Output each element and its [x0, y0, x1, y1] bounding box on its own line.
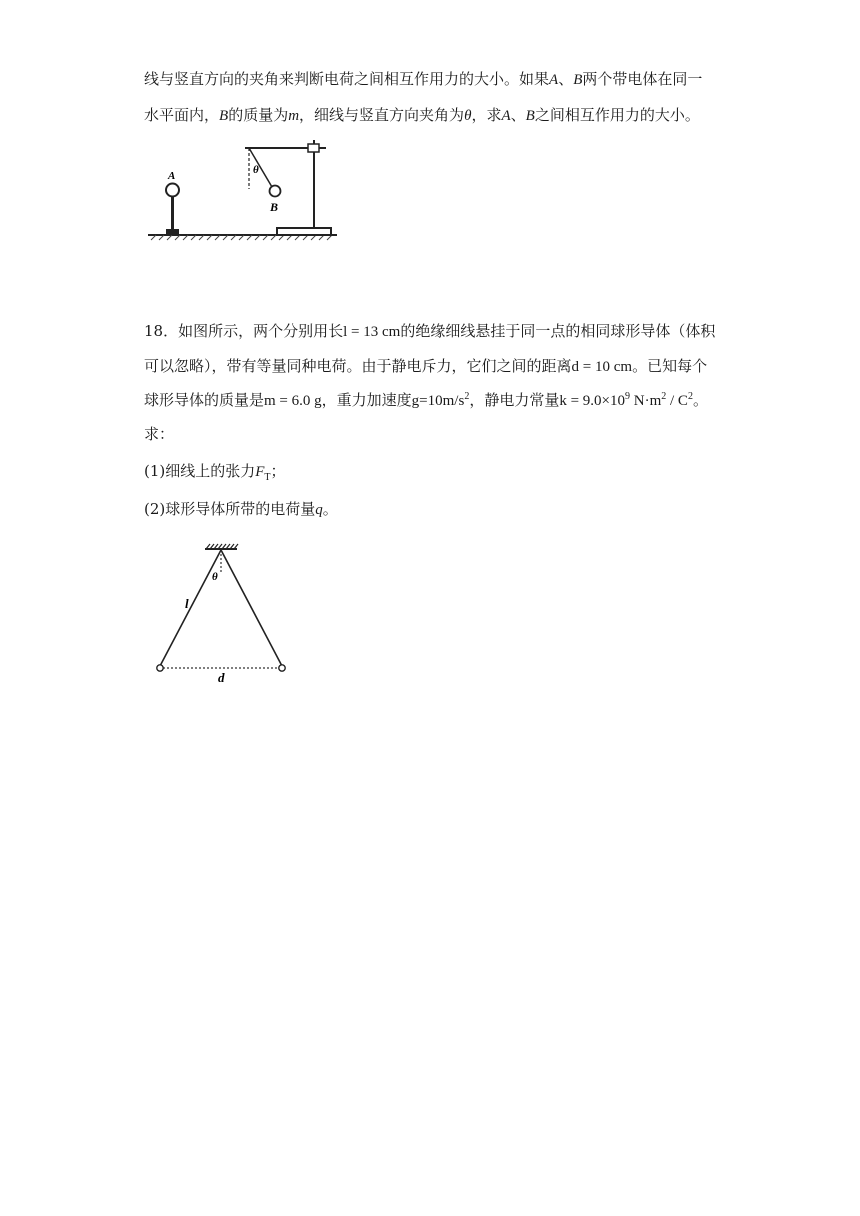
label-theta: θ: [212, 571, 218, 583]
q18-line-1: 18．如图所示，两个分别用长l = 13 cm的绝缘细线悬挂于同一点的相同球形导体（体积: [144, 322, 716, 340]
q18-sub-2: (2)球形导体所带的电荷量q。: [144, 500, 338, 518]
label-l: l: [185, 596, 189, 611]
stand-a: [166, 170, 179, 235]
q17-line-1: 线与竖直方向的夹角来判断电荷之间相互作用力的大小。如果A、B两个带电体在同一: [144, 70, 703, 88]
iron-stand: [245, 140, 331, 235]
left-sphere: [157, 665, 163, 671]
q18-line-3: 球形导体的质量是m = 6.0 g，重力加速度$g=10m/s^2$，静电力常量$k = 9.0\times 10^9$ $N\cdot m^2 / C^2$。: [144, 391, 708, 409]
q18-figure: [150, 542, 300, 684]
right-sphere: [279, 665, 285, 671]
label-theta: θ: [253, 164, 259, 176]
ball-b: [270, 186, 281, 197]
q17-diagram: [145, 134, 340, 244]
q18-sub-1: (1)细线上的张力$F_T$；: [144, 462, 286, 483]
left-thread: [160, 550, 221, 666]
q17-line-2: 水平面内，B的质量为m，细线与竖直方向夹角为θ，求A、B之间相互作用力的大小。: [144, 106, 700, 124]
q18-line-2: 可以忽略），带有等量同种电荷。由于静电斥力，它们之间的距离d = 10 cm。已知每个: [144, 357, 708, 375]
right-thread: [221, 550, 282, 666]
label-a: A: [168, 170, 176, 182]
pendulum-b: [249, 148, 281, 214]
q18-line-4: 求：: [144, 425, 175, 443]
label-b: B: [270, 200, 279, 214]
q18-diagram: [150, 542, 300, 684]
q17-figure: [145, 134, 340, 244]
label-d: d: [218, 670, 225, 684]
